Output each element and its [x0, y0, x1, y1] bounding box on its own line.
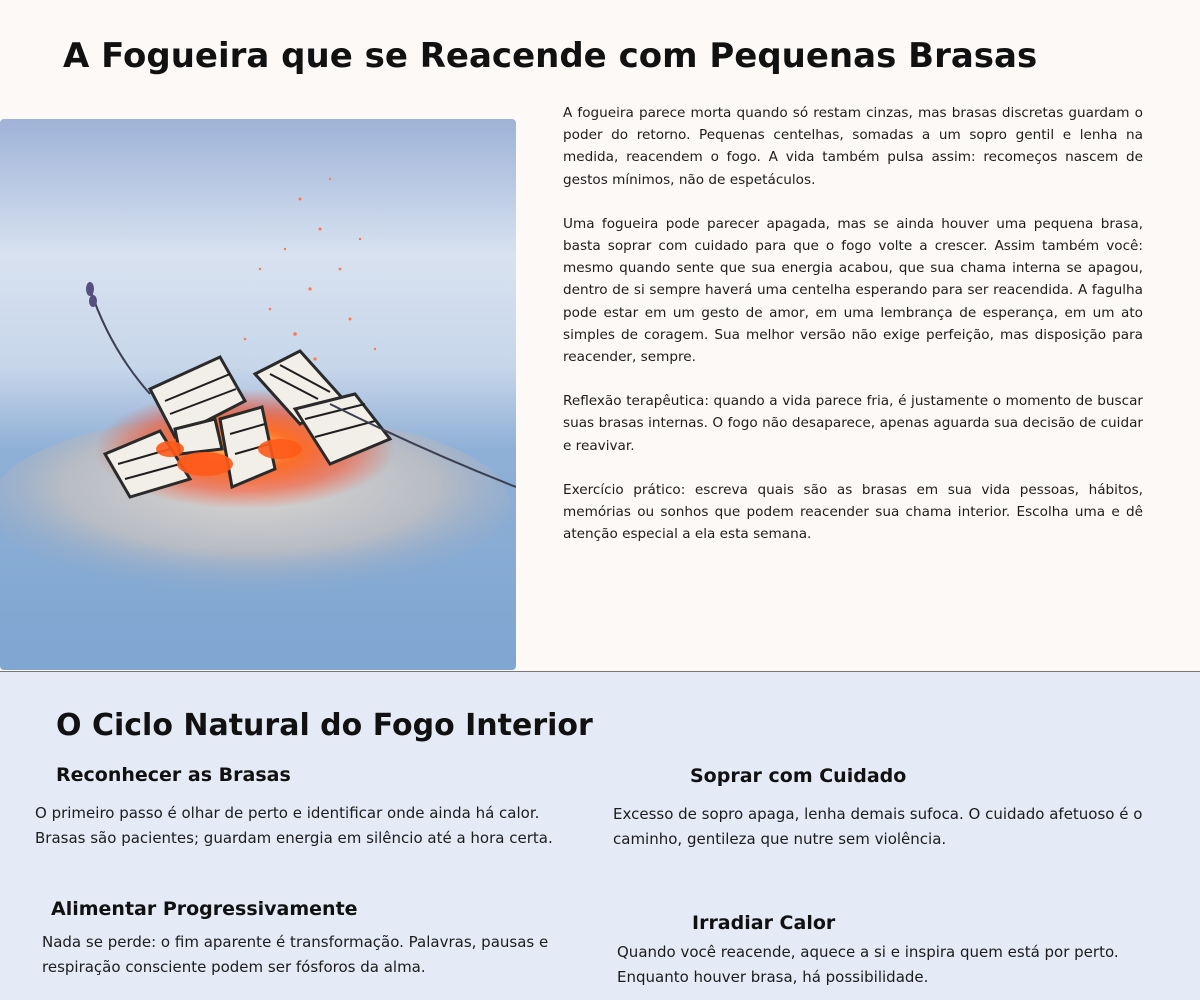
intro-text — [563, 102, 1143, 567]
exercise-paragraph: Exercício prático: escreva quais são as brasas em sua vida pessoas, hábitos, memórias ou sonhos que podem reacender sua chama interior. Escolha uma e dê atenção especial a ela esta semana. — [563, 481, 1143, 543]
card-title-blow: Soprar com Cuidado — [690, 765, 907, 787]
card-title-radiate: Irradiar Calor — [692, 912, 836, 934]
cycle-title: O Ciclo Natural do Fogo Interior — [56, 708, 593, 743]
card-text-recognize: O primeiro passo é olhar de perto e identificar onde ainda há calor. Brasas são pacientes; guardam energia em silêncio até a hora certa. — [35, 804, 553, 847]
card-title-feed: Alimentar Progressivamente — [51, 898, 358, 920]
campfire-photo — [0, 119, 516, 670]
page-title: A Fogueira que se Reacende com Pequenas Brasas — [63, 36, 1038, 76]
reflection-paragraph: Reflexão terapêutica: quando a vida parece fria, é justamente o momento de buscar suas brasas internas. O fogo não desaparece, apenas aguarda sua decisão de cuidar e reavivar. — [563, 393, 1143, 454]
intro-paragraph-1: A fogueira parece morta quando só restam cinzas, mas brasas discretas guardam o poder do retorno. Pequenas centelhas, somadas a um sopro gentil e lenha na medida, reacendem o fogo. A vida também pulsa assim: recomeços nascem de gestos mínimos, não de espetáculos. — [563, 105, 1143, 188]
card-title-recognize: Reconhecer as Brasas — [56, 764, 291, 786]
card-text-blow: Excesso de sopro apaga, lenha demais sufoca. O cuidado afetuoso é o caminho, gentileza que nutre sem violência. — [613, 805, 1143, 848]
card-text-feed: Nada se perde: o fim aparente é transformação. Palavras, pausas e respiração consciente podem ser fósforos da alma. — [42, 933, 549, 976]
card-text-radiate: Quando você reacende, aquece a si e inspira quem está por perto. Enquanto houver brasa, há possibilidade. — [617, 943, 1119, 986]
intro-paragraph-2: Uma fogueira pode parecer apagada, mas se ainda houver uma pequena brasa, basta soprar com cuidado para que o fogo volte a crescer. Assim também você: mesmo quando sente que sua energia acabou, que sua chama interna se apagou, dentro de si sempre haverá uma centelha esperando para ser reacendida. A fagulha pode estar em um gesto de amor, em uma lembrança de esperança, em um ato simples de coragem. Sua melhor versão não exige perfeição, mas disposição para reacender, sempre. — [563, 215, 1143, 366]
